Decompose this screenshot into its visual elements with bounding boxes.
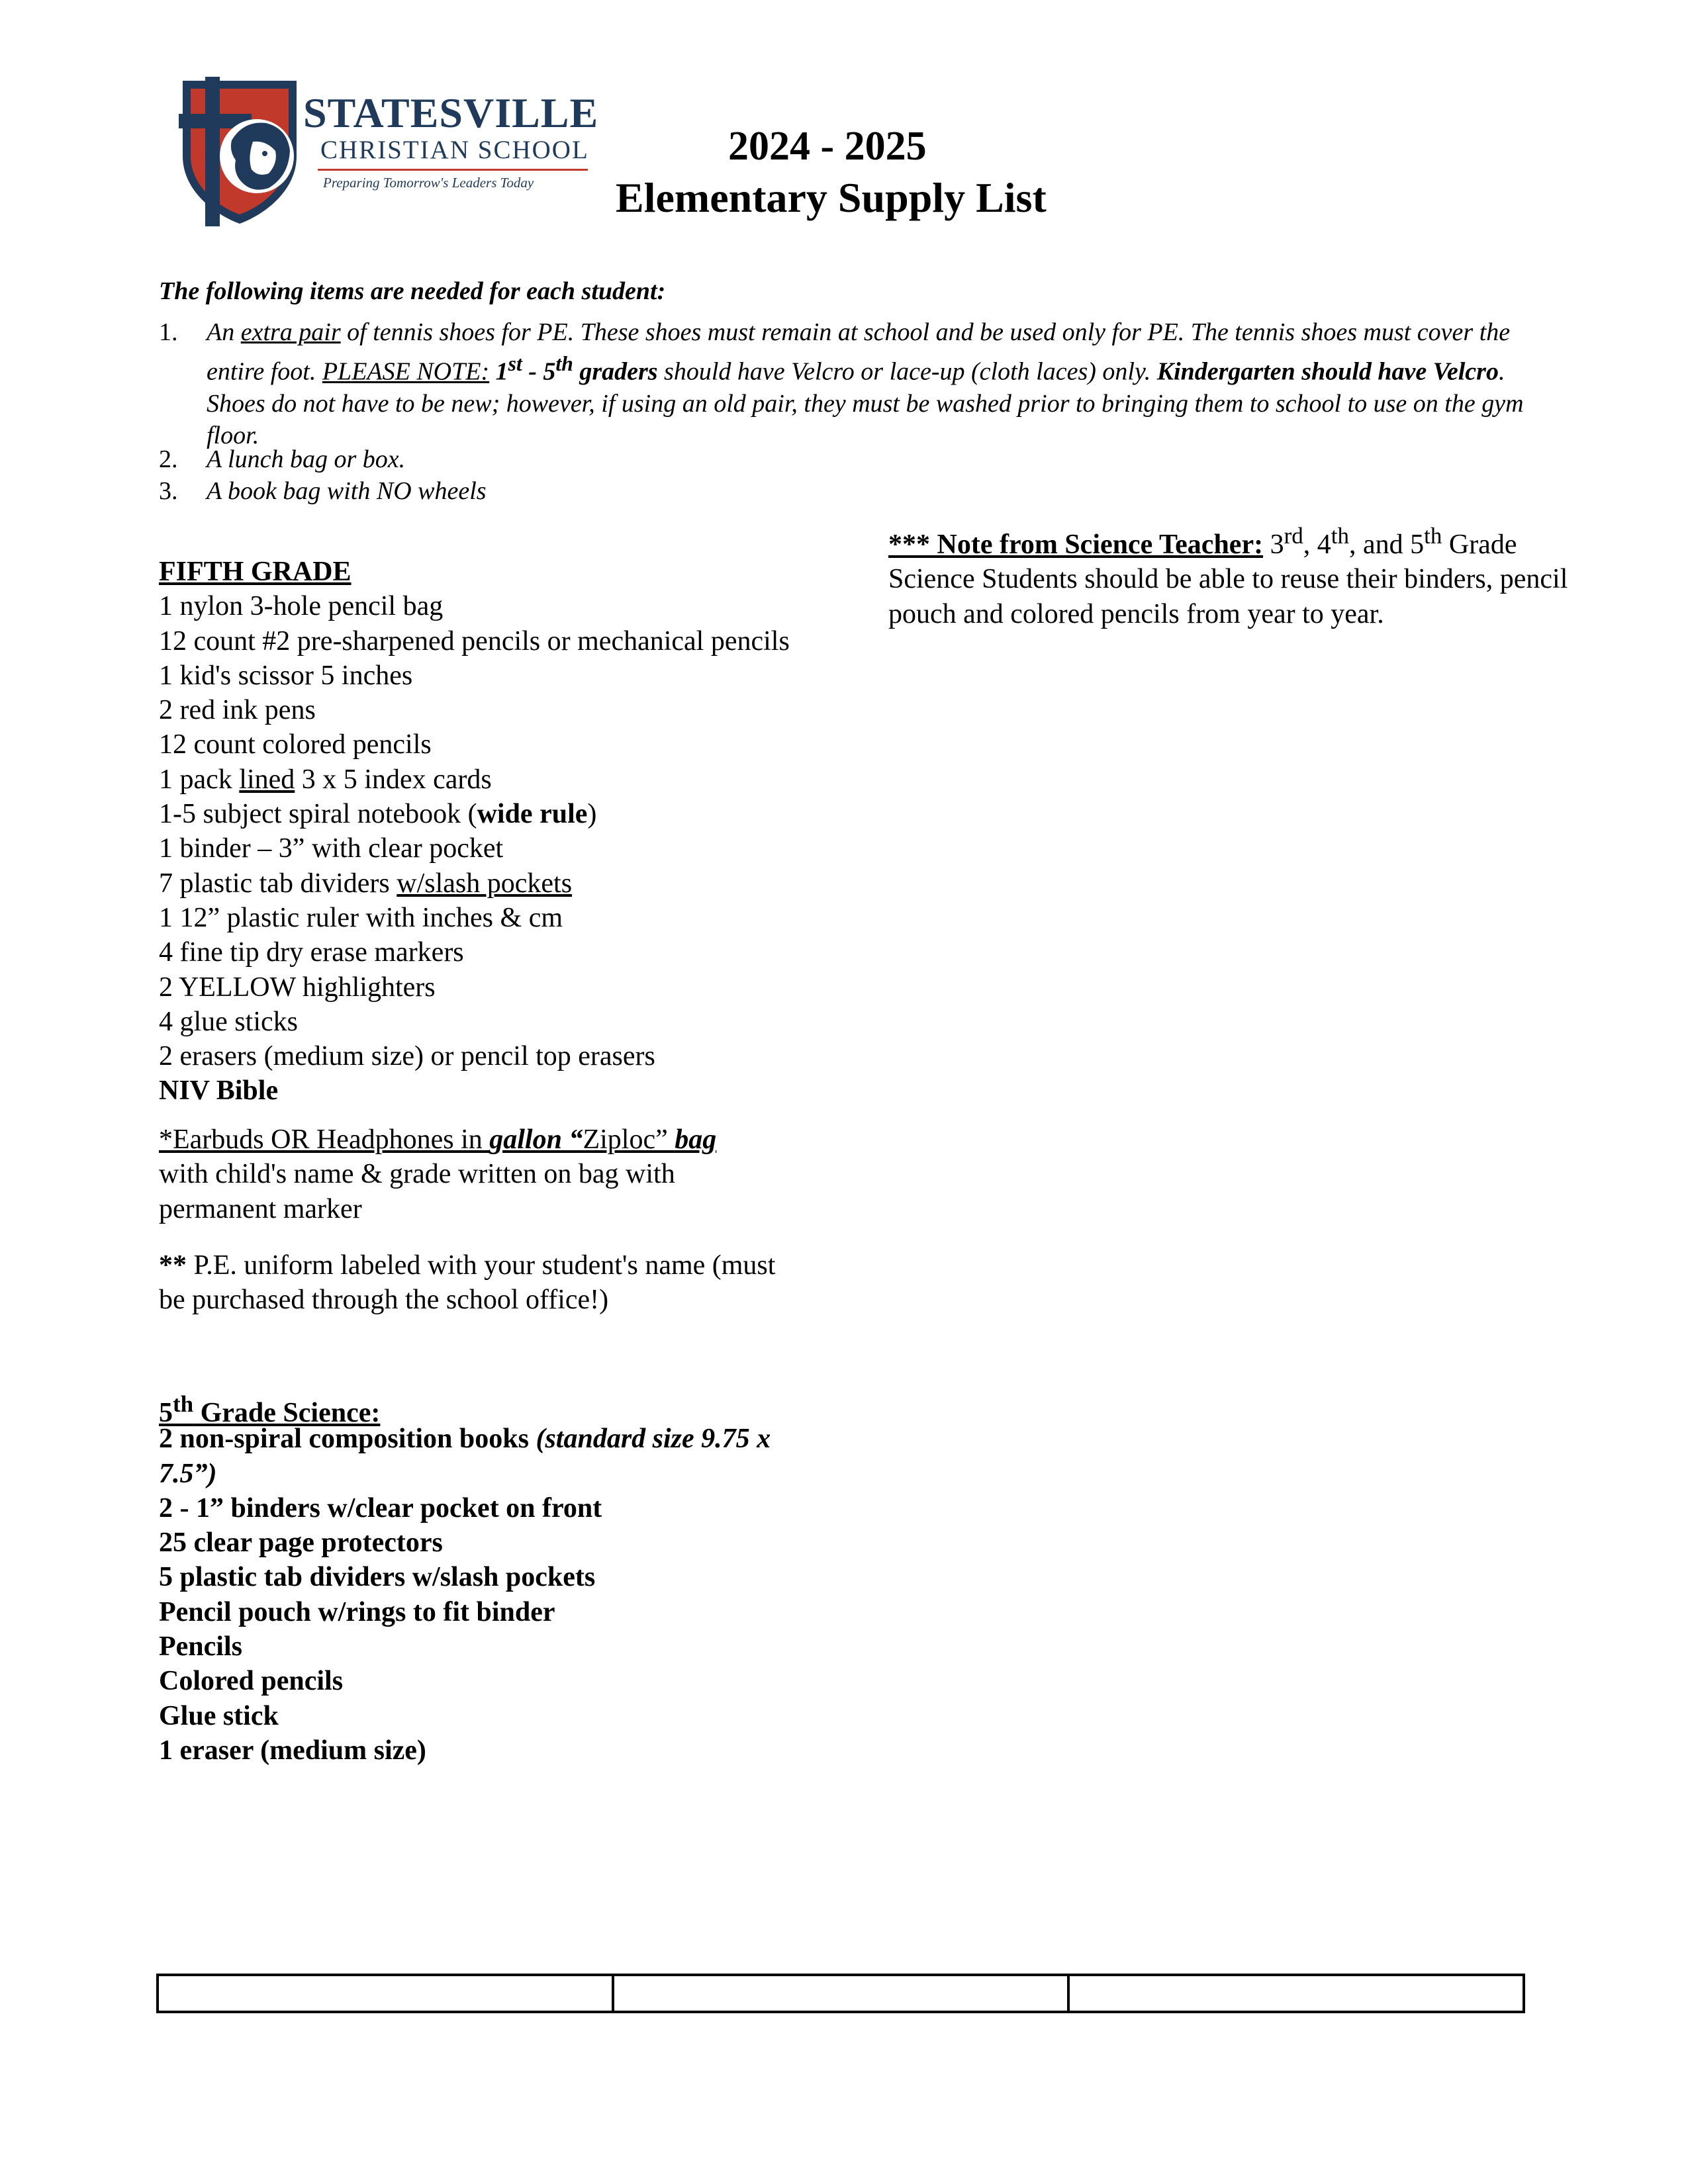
list-item: 1 eraser (medium size) (159, 1735, 426, 1766)
list-item: 25 clear page protectors (159, 1527, 443, 1559)
pe-line: be purchased through the school office!) (159, 1285, 609, 1316)
list-item: 7 plastic tab dividers w/slash pockets (159, 868, 573, 899)
list-item: 1 12” plastic ruler with inches & cm (159, 902, 563, 933)
pe-line: ** P.E. uniform labeled with your student's name (must (159, 1250, 776, 1281)
list-item: 2 non-spiral composition books (standard size 9.75 x (159, 1424, 771, 1455)
footer-cell (159, 1976, 614, 2011)
fifth-grade-heading: FIFTH GRADE (159, 557, 352, 587)
footer-cell (614, 1976, 1070, 2011)
list-item: NIV Bible (159, 1075, 279, 1107)
requirement-item-2 (159, 443, 1536, 475)
science-teacher-note: *** Note from Science Teacher: 3rd, 4th, and 5th Grade Science Students should be able to reuse their binders, pencil pouch and colored pencils from year to year. (888, 523, 1568, 629)
list-item: Glue stick (159, 1700, 279, 1731)
earbuds-line: permanent marker (159, 1193, 362, 1224)
list-item: 1 nylon 3-hole pencil bag (159, 591, 444, 622)
pe-uniform-note (159, 1248, 775, 1318)
list-item: 1 pack lined 3 x 5 index cards (159, 764, 492, 795)
science-list (159, 1387, 771, 1768)
list-item: 1 binder – 3” with clear pocket (159, 833, 504, 864)
list-item: 4 glue sticks (159, 1006, 298, 1037)
requirement-text: An extra pair of tennis shoes for PE. These shoes must remain at school and be used only for PE. The tennis shoes must cover the entire foot. PLEASE NOTE: 1st - 5th graders should have Velcro or lace-up (cloth laces) only. Kindergarten should have Velcro. Shoes do not have to be new; however, if using an old pair, they must be washed prior to bringing them to school to use on the gym floor. (207, 318, 1524, 449)
requirement-number: 1. (159, 318, 178, 346)
list-item: 7.5”) (159, 1458, 217, 1489)
list-item: 1-5 subject spiral notebook (wide rule) (159, 799, 597, 830)
logo-divider (318, 169, 588, 171)
list-item: Pencils (159, 1631, 242, 1662)
list-item: 5 plastic tab dividers w/slash pockets (159, 1562, 596, 1593)
requirement-text: A lunch bag or box. (207, 445, 406, 473)
note-label: *** Note from Science Teacher: (888, 529, 1264, 560)
logo-tagline: Preparing Tomorrow's Leaders Today (323, 175, 534, 191)
earbuds-line: with child's name & grade written on bag with (159, 1159, 675, 1190)
list-item: 4 fine tip dry erase markers (159, 937, 464, 968)
requirement-number: 2. (159, 445, 178, 473)
list-item: 12 count colored pencils (159, 729, 432, 760)
list-item: 2 erasers (medium size) or pencil top erasers (159, 1041, 655, 1072)
fifth-grade-list (159, 555, 790, 1109)
requirement-item-1 (159, 316, 1536, 451)
list-item: 1 kid's scissor 5 inches (159, 660, 413, 691)
requirement-number: 3. (159, 477, 178, 505)
science-heading: 5th Grade Science: (159, 1391, 381, 1428)
list-item: 2 red ink pens (159, 695, 316, 726)
footer-table (156, 1974, 1525, 2013)
earbuds-line: *Earbuds OR Headphones in gallon “Ziploc” bag (159, 1124, 717, 1155)
school-year: 2024 - 2025 (728, 124, 927, 169)
footer-cell (1070, 1976, 1523, 2011)
list-item: 2 - 1” binders w/clear pocket on front (159, 1492, 602, 1524)
logo-subname: CHRISTIAN SCHOOL (320, 136, 589, 164)
list-item: Pencil pouch w/rings to fit binder (159, 1596, 555, 1627)
requirement-item-3 (159, 475, 1536, 507)
list-item: 12 count #2 pre-sharpened pencils or mechanical pencils (159, 625, 790, 657)
page-title: Elementary Supply List (616, 174, 1047, 221)
list-item: 2 YELLOW highlighters (159, 972, 436, 1003)
school-logo (179, 74, 602, 232)
logo-name: STATESVILLE (303, 89, 599, 136)
list-item: Colored pencils (159, 1666, 344, 1697)
requirements-intro: The following items are needed for each student: (159, 277, 666, 305)
requirement-text: A book bag with NO wheels (207, 477, 487, 505)
shield-lion-icon (179, 77, 301, 226)
earbuds-note (159, 1122, 716, 1226)
